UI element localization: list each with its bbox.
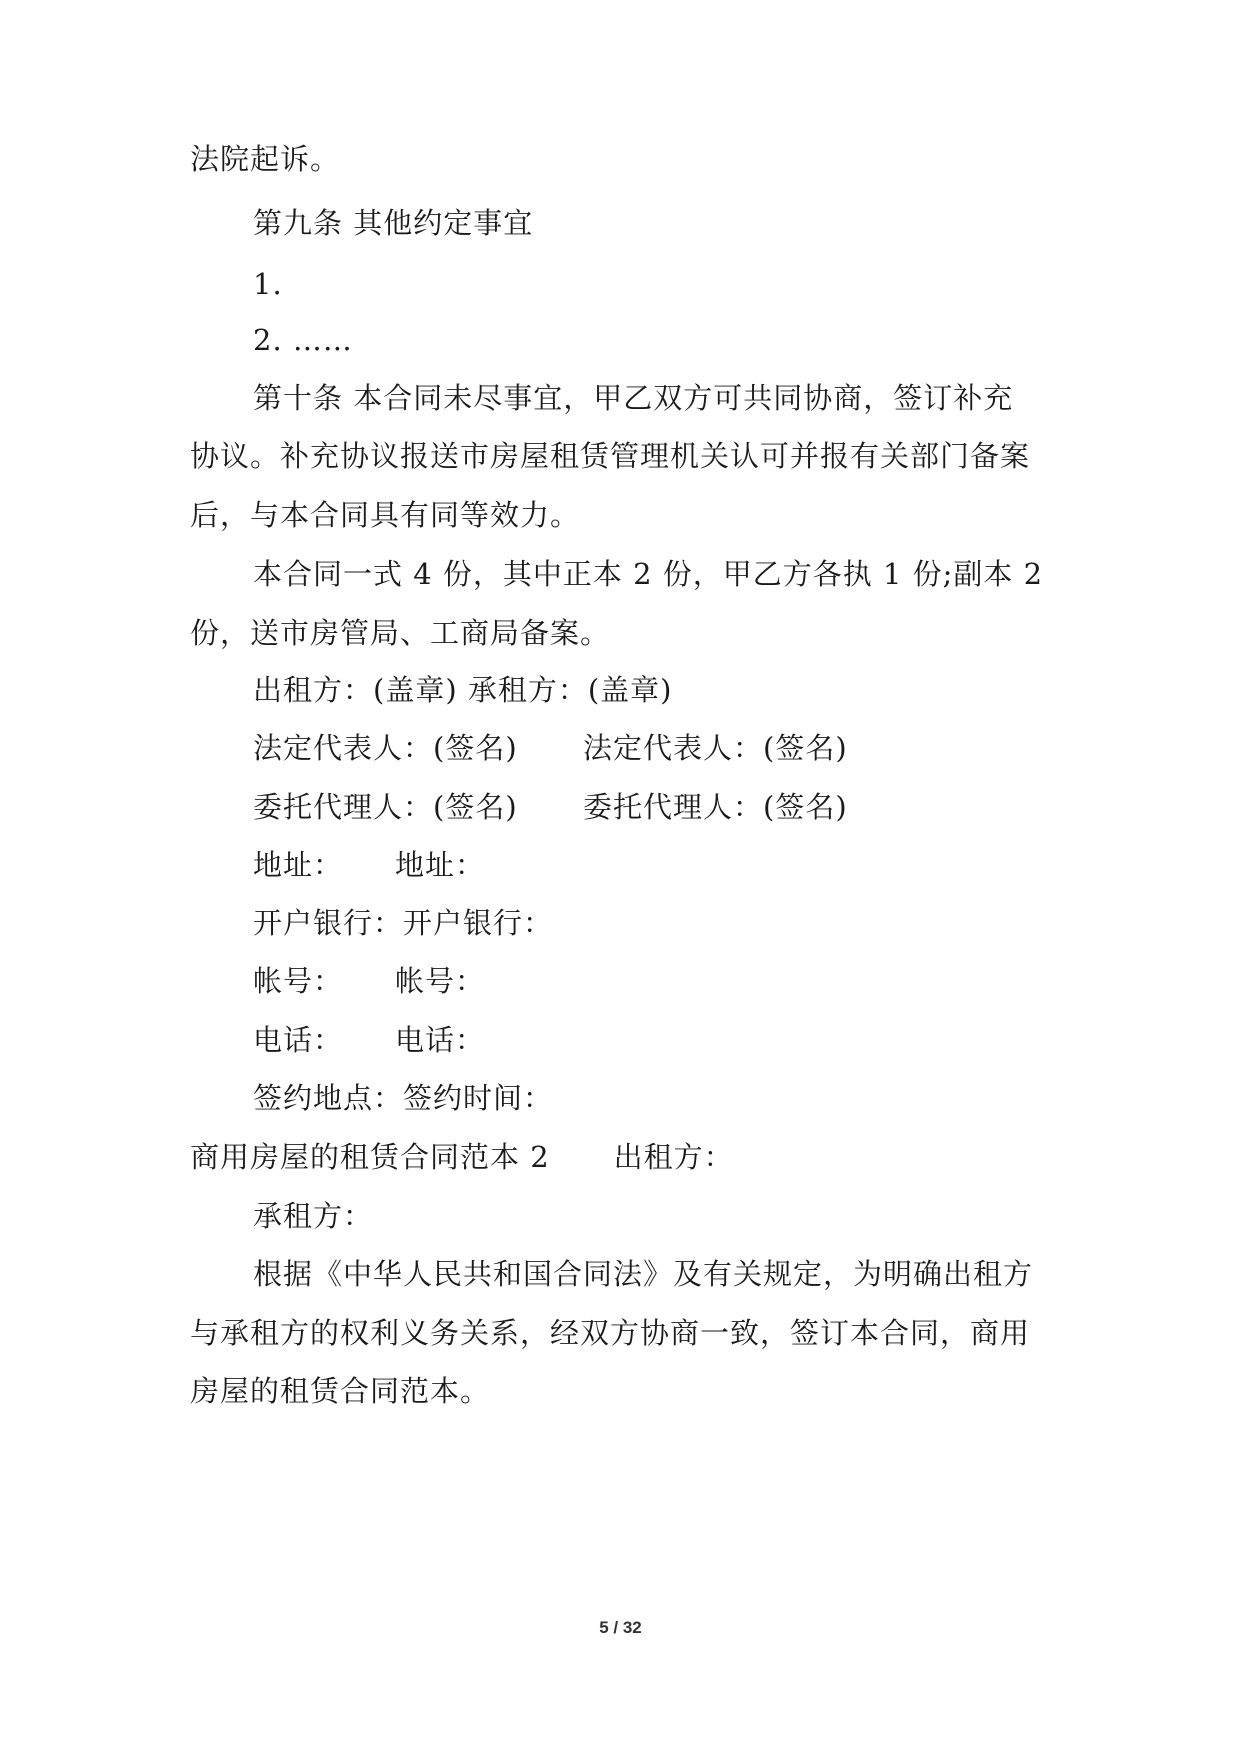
paragraph-line: 根据《中华人民共和国合同法》及有关规定，为明确出租方 — [253, 1257, 1034, 1291]
lessee-label: 承租方： — [253, 1199, 374, 1233]
paragraph-line: 房屋的租赁合同范本。 — [190, 1374, 491, 1408]
section-lessor: 出租方： — [613, 1140, 734, 1174]
paragraph-line: 本合同一式 4 份，其中正本 2 份，甲乙方各执 1 份;副本 2 — [253, 557, 1044, 591]
paragraph-line: 份，送市房管局、工商局备案。 — [190, 616, 611, 650]
section-title: 商用房屋的租赁合同范本 2 — [190, 1140, 550, 1174]
page-number: 5 / 32 — [599, 1618, 642, 1637]
lessor-agent: 委托代理人：(签名) — [253, 790, 518, 824]
lessee-agent: 委托代理人：(签名) — [583, 790, 848, 824]
lessee-phone: 电话： — [395, 1023, 486, 1057]
address-line — [253, 845, 485, 885]
lessee-representative: 法定代表人：(签名) — [583, 731, 848, 765]
paragraph-line: 协议。补充协议报送市房屋租赁管理机关认可并报有关部门备案 — [190, 439, 1031, 473]
account-line — [253, 961, 485, 1001]
article-9-heading: 第九条 其他约定事宜 — [253, 206, 534, 240]
paragraph-line: 与承租方的权利义务关系，经双方协商一致，签订本合同，商用 — [190, 1316, 1031, 1350]
agent-line — [253, 787, 848, 827]
lessor-address: 地址： — [253, 848, 344, 882]
paragraph-line: 后，与本合同具有同等效力。 — [190, 498, 581, 532]
signing-line — [253, 1078, 553, 1118]
lessor-account: 帐号： — [253, 964, 344, 998]
lessor-representative: 法定代表人：(签名) — [253, 731, 518, 765]
list-item-1: 1. — [253, 267, 283, 301]
legal-representative-line — [253, 728, 848, 768]
bank-line — [253, 903, 553, 943]
lessee-address: 地址： — [395, 848, 486, 882]
lessor-phone: 电话： — [253, 1023, 344, 1057]
list-item-2: 2. …… — [253, 323, 353, 357]
lessor-bank: 开户银行： — [253, 906, 404, 940]
lessee-bank: 开户银行： — [403, 906, 554, 940]
article-10-line: 第十条 本合同未尽事宜，甲乙双方可共同协商，签订补充 — [253, 381, 1014, 415]
phone-line — [253, 1020, 485, 1060]
signing-place: 签约地点： — [253, 1081, 404, 1115]
paragraph-line: 法院起诉。 — [190, 142, 341, 176]
seal-line: 出租方：(盖章) 承租方：(盖章) — [253, 673, 673, 707]
section-heading-line — [190, 1137, 734, 1177]
lessee-account: 帐号： — [395, 964, 486, 998]
signing-time: 签约时间： — [403, 1081, 554, 1115]
